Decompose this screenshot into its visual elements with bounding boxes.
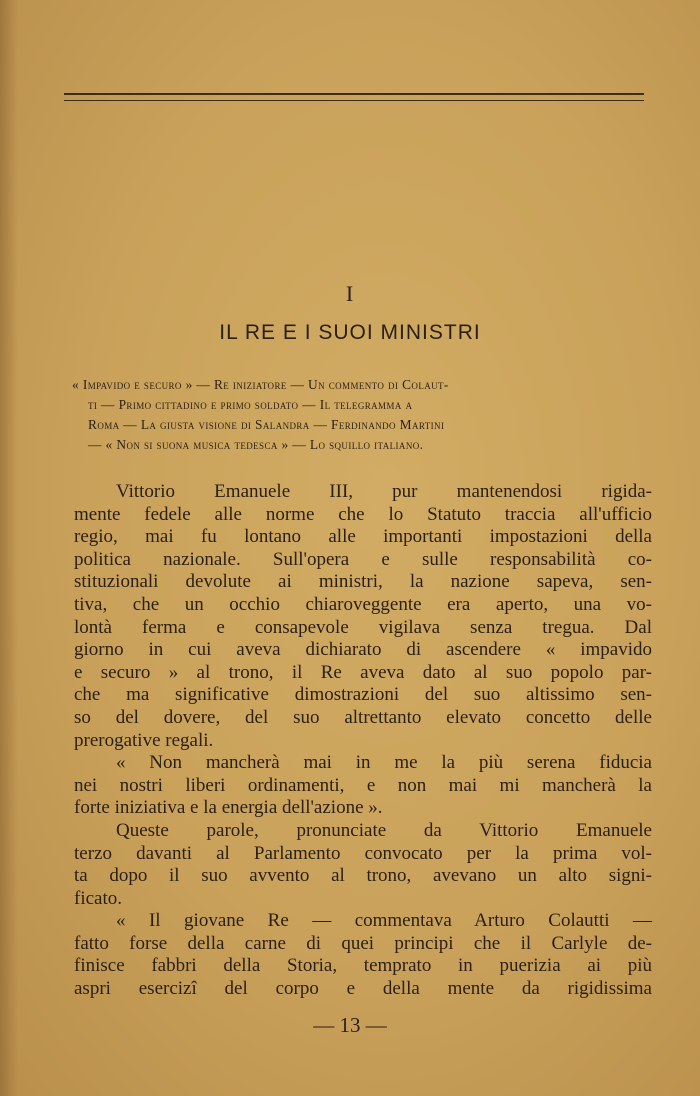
summary-line: Roma — La giusta visione di Salandra — Ferdinando Martini bbox=[88, 417, 445, 432]
page-number: — 13 — bbox=[313, 1013, 387, 1037]
summary-line: — « Non si suona musica tedesca » — Lo squillo italiano. bbox=[88, 437, 424, 452]
header-rule-thick bbox=[64, 93, 644, 95]
body-line: « Il giovane Re — commentava Arturo Colautti — bbox=[116, 910, 652, 932]
summary-line: ti — Primo cittadino e primo soldato — Il telegramma a bbox=[88, 397, 413, 412]
chapter-title: IL RE E I SUOI MINISTRI bbox=[219, 321, 481, 344]
body-text bbox=[74, 481, 652, 1001]
body-line: e securo » al trono, il Re aveva dato al suo popolo par- bbox=[74, 661, 652, 683]
body-line: finisce fabbri della Storia, temprato in puerizia ai più bbox=[74, 955, 652, 977]
chapter-number: I bbox=[345, 281, 355, 306]
chapter-summary bbox=[72, 375, 654, 455]
body-line: fatto forse della carne di quei principi che il Carlyle de- bbox=[74, 932, 652, 954]
body-line: prerogative regali. bbox=[74, 729, 214, 751]
body-line: giorno in cui aveva dichiarato di ascendere « impavido bbox=[74, 639, 652, 661]
body-line: ficato. bbox=[74, 887, 123, 909]
body-line: nei nostri liberi ordinamenti, e non mai mi mancherà la bbox=[74, 774, 652, 796]
body-line: che ma significative dimostrazioni del suo altissimo sen- bbox=[74, 684, 652, 706]
body-line: « Non mancherà mai in me la più serena fiducia bbox=[116, 752, 652, 774]
body-line: lontà ferma e consapevole vigilava senza tregua. Dal bbox=[74, 616, 652, 638]
body-line: Queste parole, pronunciate da Vittorio Emanuele bbox=[116, 819, 652, 841]
body-line: forte iniziativa e la energia dell'azione ». bbox=[74, 797, 383, 819]
body-line: Vittorio Emanuele III, pur mantenendosi rigida- bbox=[116, 481, 652, 502]
page-gutter-shadow bbox=[0, 0, 18, 1096]
body-line: mente fedele alle norme che lo Statuto traccia all'ufficio bbox=[74, 503, 652, 525]
body-line: ta dopo il suo avvento al trono, avevano un alto signi- bbox=[74, 865, 652, 887]
body-line: regio, mai fu lontano alle importanti impostazioni della bbox=[74, 526, 652, 548]
body-line: aspri esercizî del corpo e della mente da rigidissima bbox=[74, 978, 652, 1000]
body-line: politica nazionale. Sull'opera e sulle responsabilità co- bbox=[74, 548, 652, 570]
header-rule-thin bbox=[64, 100, 644, 101]
summary-line: « Impavido e securo » — Re iniziatore — Un commento di Colaut- bbox=[72, 377, 449, 392]
body-line: stituzionali devolute ai ministri, la nazione sapeva, sen- bbox=[74, 571, 652, 593]
body-line: terzo davanti al Parlamento convocato per la prima vol- bbox=[74, 842, 652, 864]
body-line: tiva, che un occhio chiaroveggente era aperto, una vo- bbox=[74, 593, 652, 615]
body-line: so del dovere, del suo altrettanto elevato concetto delle bbox=[74, 706, 652, 728]
